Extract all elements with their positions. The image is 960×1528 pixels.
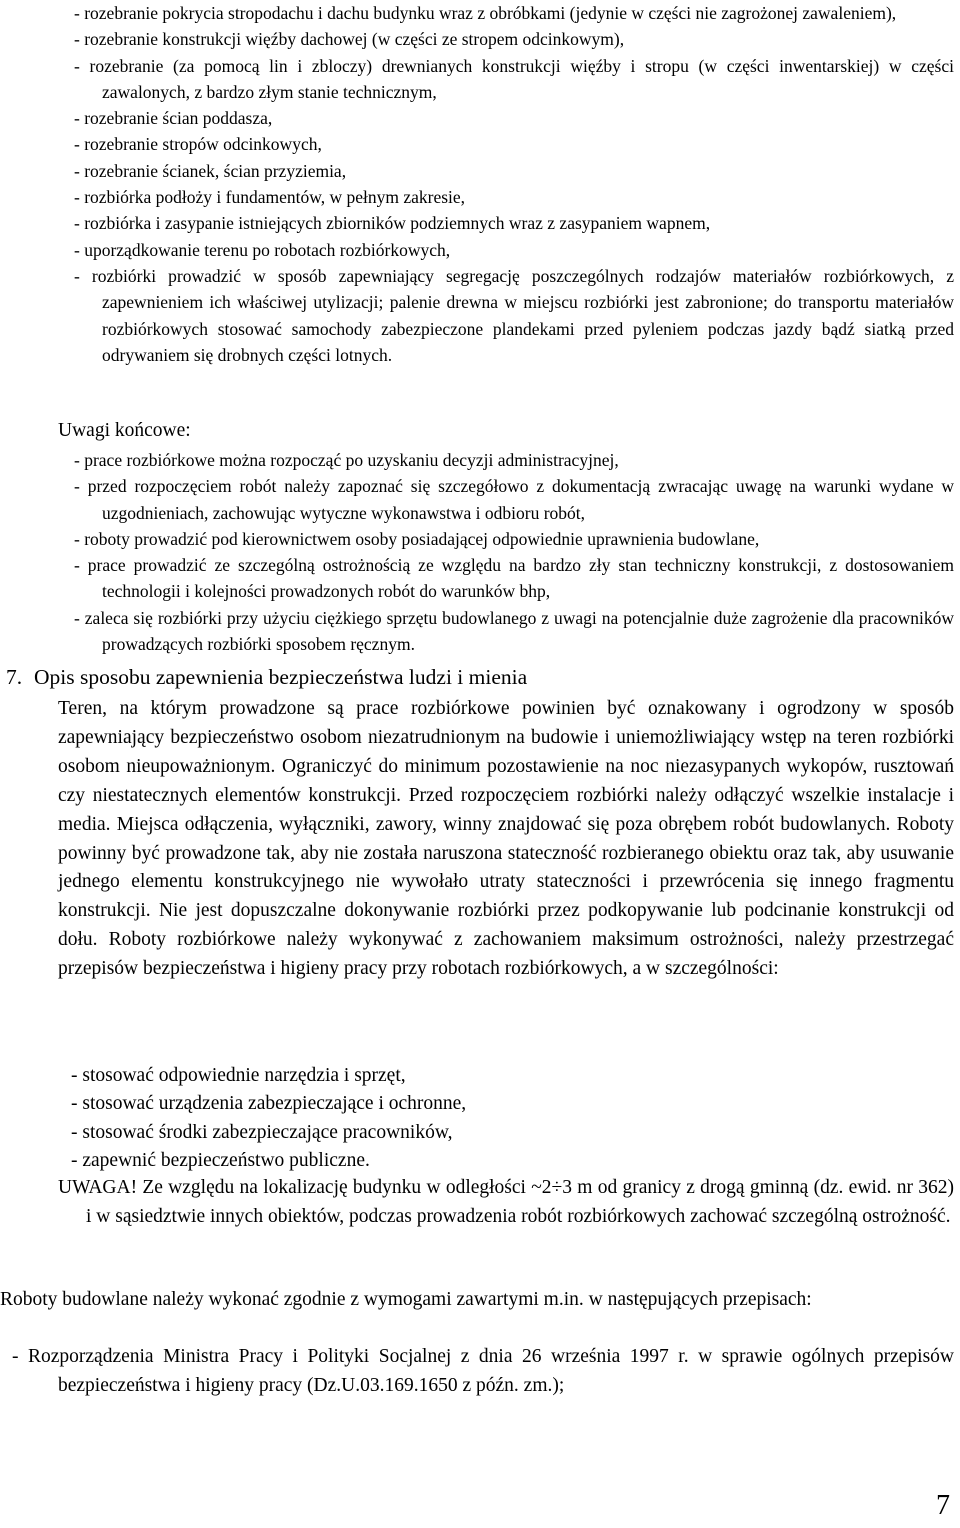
list-item: - rozebranie (za pomocą lin i zbloczy) drewnianych konstrukcji więźby i stropu (w części inwentarskiej) w części zawalonych, z bardzo złym stanie technicznym, (74, 55, 954, 102)
list-item: - stosować środki zabezpieczające pracowników, (71, 1121, 453, 1143)
section-number: 7. (6, 665, 23, 689)
section-7-heading (6, 665, 527, 690)
list-item: - rozebranie pokrycia stropodachu i dachu budynku wraz z obróbkami (jedynie w części nie zagrożonej zawaleniem), (74, 3, 897, 23)
list-item: - rozebranie stropów odcinkowych, (74, 134, 322, 155)
list-item: - rozbiórka i zasypanie istniejących zbiorników podziemnych wraz z zasypaniem wapnem, (74, 213, 711, 234)
list-item: - roboty prowadzić pod kierownictwem osoby posiadającej odpowiednie uprawnienia budowlane, (74, 528, 760, 549)
list-item: - stosować urządzenia zabezpieczające i ochronne, (71, 1093, 467, 1115)
final-remarks-list (74, 447, 954, 657)
section-title: Opis sposobu zapewnienia bezpieczeństwa ludzi i mienia (34, 665, 528, 689)
list-item: - zapewnić bezpieczeństwo publiczne. (71, 1150, 370, 1172)
list-item: - rozbiórki prowadzić w sposób zapewniający segregację poszczególnych rodzajów materiałów rozbiórkowych, z zapewnieniem ich właściwej utylizacji; palenie drewna w miejscu rozbiórki jest zabronione; do transportu materiałów rozbiórkowych stosować samochody zabezpieczone plandekami przed pyleniem podczas jazdy bądź siatką przed odrywaniem się drobnych części lotnych. (74, 265, 954, 365)
list-item: - rozebranie ścianek, ścian przyziemia, (74, 160, 347, 181)
regulations-intro: Roboty budowlane należy wykonać zgodnie z wymogami zawartymi m.in. w następujących przepisach: (0, 1289, 812, 1310)
list-item: - uporządkowanie terenu po robotach rozbiórkowych, (74, 239, 451, 260)
final-remarks-heading: Uwagi końcowe: (58, 420, 191, 441)
list-item: - stosować odpowiednie narzędzia i sprzęt, (71, 1065, 406, 1086)
demolition-scope-list (74, 0, 954, 368)
list-item: - przed rozpoczęciem robót należy zapoznać się szczegółowo z dokumentacją zwracając uwagę na warunki wydane w uzgodnieniach, zachowując wytyczne wykonawstwa i odbioru robót, (74, 476, 954, 523)
regulation-item: - Rozporządzenia Ministra Pracy i Polityki Socjalnej z dnia 26 września 1997 r. w sprawie ogólnych przepisów bezpieczeństwa i higieny pracy (Dz.U.03.169.1650 z późn. zm.); (12, 1346, 954, 1396)
list-item: - prace prowadzić ze szczególną ostrożnością ze względu na bardzo zły stan techniczny konstrukcji, z dostosowaniem technologii i kolejności prowadzonych robót do warunków bhp, (74, 555, 954, 602)
list-item: - prace rozbiórkowe można rozpocząć po uzyskaniu decyzji administracyjnej, (74, 450, 619, 470)
list-item: - rozebranie ścian poddasza, (74, 108, 273, 129)
list-item: - rozbiórka podłoży i fundamentów, w pełnym zakresie, (74, 187, 466, 208)
warning-note: UWAGA! Ze względu na lokalizację budynku w odległości ~2÷3 m od granicy z drogą gminną (dz. ewid. nr 362) i w sąsiedztwie innych obiektów, podczas prowadzenia robót rozbiórkowych zachować szczególną ostrożność. (58, 1177, 954, 1227)
list-item: - rozebranie konstrukcji więźby dachowej (w części ze stropem odcinkowym), (74, 29, 625, 50)
safety-measures-list (71, 1062, 951, 1176)
safety-paragraph: Teren, na którym prowadzone są prace rozbiórkowe powinien być oznakowany i ogrodzony w sposób zapewniający bezpieczeństwo osobom niezatrudnionym na budowie i uniemożliwiający wstęp na teren rozbiórki osobom nieupoważnionym. Ograniczyć do minimum pozostawienie na noc niezasypanych wykopów, rusztowań czy niestatecznych elementów konstrukcji. Przed rozpoczęciem rozbiórki należy odłączyć wszelkie instalacje i media. Miejsca odłączenia, wyłączniki, zawory, winny znajdować się poza obrębem robót budowlanych. Roboty powinny być prowadzone tak, aby nie została naruszona stateczność rozbieranego obiektu oraz tak, aby usuwanie jednego elementu konstrukcyjnego nie wywołało utraty stateczności i przewrócenia się innego fragmentu konstrukcji. Nie jest dopuszczalne dokonywanie rozbiórki przez podkopywanie lub podcinanie konstrukcji od dołu. Roboty rozbiórkowe należy wykonywać z zachowaniem maksimum ostrożności, należy przestrzegać przepisów bezpieczeństwa i higieny pracy przy robotach rozbiórkowych, a w szczególności: (58, 698, 954, 980)
list-item: - zaleca się rozbiórki przy użyciu ciężkiego sprzętu budowlanego z uwagi na potencjalnie duże zagrożenie dla pracowników prowadzących rozbiórki sposobem ręcznym. (74, 607, 954, 655)
page-number: 7 (936, 1490, 950, 1521)
